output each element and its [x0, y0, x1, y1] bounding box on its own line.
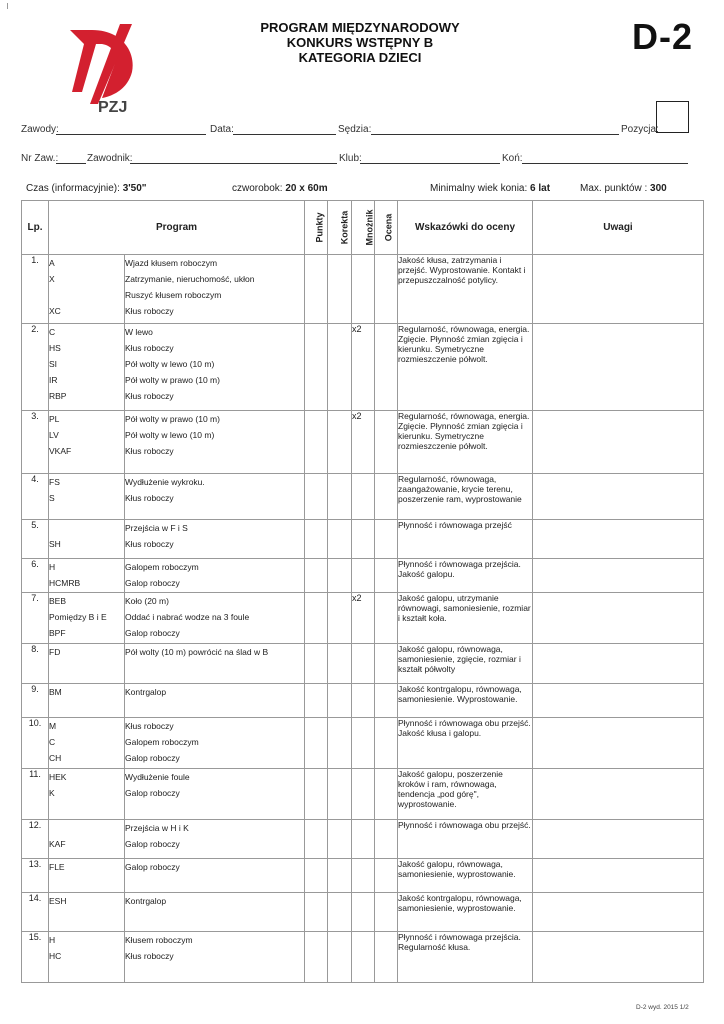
- zawody-label: Zawody:: [21, 124, 59, 135]
- table-row: [22, 859, 704, 893]
- wskazowki-cell: Płynność i równowaga przejścia. Regularność kłusa.: [398, 932, 533, 983]
- col-uwagi: Uwagi: [533, 201, 704, 255]
- letter-item: BPF: [49, 628, 66, 638]
- movement-letters: [49, 411, 125, 474]
- program-item: Pół wolty w prawo (10 m): [125, 414, 220, 424]
- letter-item: K: [49, 788, 55, 798]
- table-row: [22, 559, 704, 593]
- table-row: [22, 718, 704, 769]
- row-number: 11.: [22, 769, 49, 820]
- punkty-cell[interactable]: [305, 932, 328, 983]
- table-row: [22, 932, 704, 983]
- row-number: 14.: [22, 893, 49, 932]
- movement-program: [125, 893, 305, 932]
- punkty-cell[interactable]: [305, 718, 328, 769]
- letter-item: RBP: [49, 391, 67, 401]
- punkty-cell[interactable]: [305, 644, 328, 684]
- program-item: Pół wolty w lewo (10 m): [125, 430, 215, 440]
- program-item: Koło (20 m): [125, 596, 169, 606]
- uwagi-cell[interactable]: [533, 684, 704, 718]
- mnoznik-cell: [352, 859, 375, 893]
- wskazowki-cell: Jakość kontrgalopu, równowaga, samoniesienie. Wyprostowanie.: [398, 684, 533, 718]
- row-number: 3.: [22, 411, 49, 474]
- ocena-cell[interactable]: [375, 893, 398, 932]
- korekta-cell[interactable]: [328, 932, 352, 983]
- letter-item: IR: [49, 375, 58, 385]
- mnoznik-cell: [352, 893, 375, 932]
- wskazowki-cell: Jakość galopu, równowaga, samoniesienie, zgięcie, rozmiar i kształt półwolty: [398, 644, 533, 684]
- uwagi-cell[interactable]: [533, 893, 704, 932]
- letter-item: FS: [49, 477, 60, 487]
- movement-letters: [49, 893, 125, 932]
- logo-text: PZJ: [98, 99, 128, 114]
- kon-label: Koń:: [502, 153, 523, 164]
- document-title: [230, 20, 490, 65]
- mnoznik-cell: [352, 769, 375, 820]
- letter-item: [49, 820, 124, 836]
- table-row: [22, 324, 704, 411]
- punkty-cell[interactable]: [305, 411, 328, 474]
- korekta-cell[interactable]: [328, 593, 352, 644]
- ocena-cell[interactable]: [375, 718, 398, 769]
- czworobok-info: czworobok: 20 x 60m: [232, 183, 328, 194]
- ocena-cell[interactable]: [375, 820, 398, 859]
- data-field[interactable]: [233, 134, 336, 135]
- letter-item: Pomiędzy B i E: [49, 612, 107, 622]
- movement-letters: [49, 593, 125, 644]
- row-number: 13.: [22, 859, 49, 893]
- uwagi-cell[interactable]: [533, 520, 704, 559]
- movement-letters: [49, 932, 125, 983]
- movement-program: [125, 520, 305, 559]
- table-row: [22, 769, 704, 820]
- letter-item: PL: [49, 414, 60, 424]
- korekta-cell[interactable]: [328, 520, 352, 559]
- movement-letters: [49, 859, 125, 893]
- corner-tick: [7, 3, 8, 9]
- movement-program: [125, 769, 305, 820]
- movement-letters: [49, 820, 125, 859]
- wskazowki-cell: Płynność i równowaga przejść: [398, 520, 533, 559]
- program-item: Kontrgalop: [125, 687, 167, 697]
- letter-item: ESH: [49, 896, 67, 906]
- movement-program: [125, 324, 305, 411]
- movement-letters: [49, 718, 125, 769]
- movement-program: [125, 559, 305, 593]
- program-item: Kłus roboczy: [125, 721, 174, 731]
- program-item: Kłus roboczy: [125, 951, 174, 961]
- table-row: [22, 593, 704, 644]
- ocena-cell[interactable]: [375, 559, 398, 593]
- uwagi-cell[interactable]: [533, 559, 704, 593]
- movement-program: [125, 820, 305, 859]
- wskazowki-cell: Regularność, równowaga, energia. Zgięcie. Płynność zmian zgięcia i kierunku. Symetryczne rozmieszczenie półwolt.: [398, 324, 533, 411]
- ocena-cell[interactable]: [375, 932, 398, 983]
- program-item: Kłusem roboczym: [125, 935, 193, 945]
- korekta-cell[interactable]: [328, 324, 352, 411]
- program-item: Wydłużenie foule: [125, 772, 190, 782]
- uwagi-cell[interactable]: [533, 474, 704, 520]
- uwagi-cell[interactable]: [533, 593, 704, 644]
- letter-item: HS: [49, 343, 61, 353]
- letter-item: A: [49, 258, 55, 268]
- row-number: 6.: [22, 559, 49, 593]
- table-row: [22, 474, 704, 520]
- movement-letters: [49, 255, 125, 324]
- uwagi-cell[interactable]: [533, 324, 704, 411]
- mnoznik-cell: [352, 474, 375, 520]
- program-item: Kłus roboczy: [125, 391, 174, 401]
- movement-program: [125, 411, 305, 474]
- movement-program: [125, 255, 305, 324]
- col-wskazowki: Wskazówki do oceny: [398, 201, 533, 255]
- row-number: 10.: [22, 718, 49, 769]
- letter-item: HEK: [49, 772, 67, 782]
- letter-item: CH: [49, 753, 62, 763]
- punkty-cell[interactable]: [305, 859, 328, 893]
- wskazowki-cell: Płynność i równowaga obu przejść. Jakość kłusa i galopu.: [398, 718, 533, 769]
- wskazowki-cell: Płynność i równowaga obu przejść.: [398, 820, 533, 859]
- punkty-cell[interactable]: [305, 520, 328, 559]
- program-item: Kontrgalop: [125, 896, 167, 906]
- program-item: Galop roboczy: [125, 788, 180, 798]
- table-row: [22, 520, 704, 559]
- korekta-cell[interactable]: [328, 644, 352, 684]
- col-program: Program: [49, 201, 305, 255]
- punkty-cell[interactable]: [305, 255, 328, 324]
- letter-item: LV: [49, 430, 59, 440]
- mnoznik-cell: [352, 255, 375, 324]
- punkty-cell[interactable]: [305, 474, 328, 520]
- mnoznik-cell: [352, 644, 375, 684]
- ocena-cell[interactable]: [375, 644, 398, 684]
- punkty-cell[interactable]: [305, 559, 328, 593]
- pozycja-box[interactable]: [656, 101, 689, 133]
- letter-item: BM: [49, 687, 62, 697]
- program-item: Wjazd kłusem roboczym: [125, 258, 218, 268]
- ocena-cell[interactable]: [375, 520, 398, 559]
- mnoznik-cell: x2: [352, 324, 375, 411]
- letter-item: XC: [49, 306, 61, 316]
- program-item: Kłus roboczy: [125, 306, 174, 316]
- mnoznik-cell: [352, 820, 375, 859]
- sedzia-field[interactable]: [371, 134, 619, 135]
- program-item: Kłus roboczy: [125, 446, 174, 456]
- letter-item: S: [49, 493, 55, 503]
- ocena-cell[interactable]: [375, 859, 398, 893]
- title-line: PROGRAM MIĘDZYNARODOWY: [260, 20, 460, 35]
- uwagi-cell[interactable]: [533, 820, 704, 859]
- korekta-cell[interactable]: [328, 893, 352, 932]
- zawody-field[interactable]: [56, 134, 206, 135]
- punkty-cell[interactable]: [305, 593, 328, 644]
- punkty-cell[interactable]: [305, 324, 328, 411]
- letter-item: [49, 520, 124, 536]
- uwagi-cell[interactable]: [533, 255, 704, 324]
- ocena-cell[interactable]: [375, 324, 398, 411]
- korekta-cell[interactable]: [328, 411, 352, 474]
- footer-edition: D-2 wyd. 2015 1/2: [636, 1004, 689, 1011]
- row-number: 2.: [22, 324, 49, 411]
- letter-item: FLE: [49, 862, 65, 872]
- letter-item: KAF: [49, 839, 66, 849]
- row-number: 12.: [22, 820, 49, 859]
- movement-program: [125, 684, 305, 718]
- letter-item: C: [49, 737, 56, 747]
- nr-zaw-field[interactable]: [56, 163, 86, 164]
- table-row: [22, 820, 704, 859]
- wskazowki-cell: Jakość galopu, poszerzenie kroków i ram, równowaga, tendencja „pod górę", wyprostowanie.: [398, 769, 533, 820]
- ocena-cell[interactable]: [375, 684, 398, 718]
- movement-program: [125, 474, 305, 520]
- col-ocena: Ocena: [375, 201, 398, 255]
- program-item: Oddać i nabrać wodze na 3 foule: [125, 612, 250, 622]
- uwagi-cell[interactable]: [533, 932, 704, 983]
- wskazowki-cell: Jakość galopu, utrzymanie równowagi, samoniesienie, rozmiar i kształt koła.: [398, 593, 533, 644]
- movement-letters: [49, 474, 125, 520]
- score-table: [21, 200, 704, 983]
- klub-field[interactable]: [360, 163, 500, 164]
- movement-letters: [49, 769, 125, 820]
- uwagi-cell[interactable]: [533, 644, 704, 684]
- title-line: KATEGORIA DZIECI: [298, 50, 422, 65]
- korekta-cell[interactable]: [328, 859, 352, 893]
- program-item: Kłus roboczy: [125, 539, 174, 549]
- program-item: Galop roboczy: [125, 839, 180, 849]
- ocena-cell[interactable]: [375, 474, 398, 520]
- mnoznik-cell: [352, 520, 375, 559]
- nr-zaw-label: Nr Zaw.:: [21, 153, 59, 164]
- wiek-info: Minimalny wiek konia: 6 lat: [430, 183, 551, 194]
- letter-item: SH: [49, 539, 61, 549]
- letter-item: [49, 287, 124, 303]
- row-number: 4.: [22, 474, 49, 520]
- movement-letters: [49, 684, 125, 718]
- program-item: Pół wolty (10 m) powrócić na ślad w B: [125, 647, 269, 657]
- korekta-cell[interactable]: [328, 255, 352, 324]
- wskazowki-cell: Regularność, równowaga, zaangażowanie, krycie terenu, poszerzenie ram, wyprostowanie: [398, 474, 533, 520]
- program-item: Przejścia w H i K: [125, 823, 189, 833]
- movement-program: [125, 644, 305, 684]
- table-row: [22, 644, 704, 684]
- kon-field[interactable]: [522, 163, 688, 164]
- punkty-cell[interactable]: [305, 893, 328, 932]
- row-number: 9.: [22, 684, 49, 718]
- col-lp: Lp.: [22, 201, 49, 255]
- movement-letters: [49, 520, 125, 559]
- program-item: Galop roboczy: [125, 862, 180, 872]
- mnoznik-cell: x2: [352, 411, 375, 474]
- wskazowki-cell: Jakość kłusa, zatrzymania i przejść. Wyprostowanie. Kontakt i przepuszczalność potylicy.: [398, 255, 533, 324]
- mnoznik-cell: x2: [352, 593, 375, 644]
- letter-item: BEB: [49, 596, 67, 606]
- program-item: Ruszyć kłusem roboczym: [125, 290, 222, 300]
- program-item: Pół wolty w prawo (10 m): [125, 375, 220, 385]
- program-item: Kłus roboczy: [125, 493, 174, 503]
- punkty-cell[interactable]: [305, 684, 328, 718]
- table-row: [22, 684, 704, 718]
- letter-item: SI: [49, 359, 58, 369]
- max-punkty-info: Max. punktów : 300: [580, 183, 667, 194]
- program-item: Pół wolty w lewo (10 m): [125, 359, 215, 369]
- program-item: Przejścia w F i S: [125, 523, 188, 533]
- letter-item: H: [49, 935, 56, 945]
- letter-item: HC: [49, 951, 62, 961]
- zawodnik-field[interactable]: [130, 163, 337, 164]
- korekta-cell[interactable]: [328, 684, 352, 718]
- table-row: [22, 255, 704, 324]
- test-code: D-2: [632, 16, 694, 57]
- korekta-cell[interactable]: [328, 769, 352, 820]
- czas-info: Czas (informacyjnie): 3'50": [26, 183, 147, 194]
- wskazowki-cell: Płynność i równowaga przejścia. Jakość galopu.: [398, 559, 533, 593]
- letter-item: C: [49, 327, 56, 337]
- col-mnoznik: Mnożnik: [352, 201, 375, 255]
- pozycja-label: Pozycja:: [621, 124, 659, 135]
- mnoznik-cell: [352, 718, 375, 769]
- letter-item: HCMRB: [49, 578, 81, 588]
- movement-program: [125, 859, 305, 893]
- movement-letters: [49, 559, 125, 593]
- sedzia-label: Sędzia:: [338, 124, 372, 135]
- punkty-cell[interactable]: [305, 820, 328, 859]
- letter-item: VKAF: [49, 446, 72, 456]
- wskazowki-cell: Regularność, równowaga, energia. Zgięcie. Płynność zmian zgięcia i kierunku. Symetryczne rozmieszczenie półwolt.: [398, 411, 533, 474]
- movement-program: [125, 718, 305, 769]
- row-number: 15.: [22, 932, 49, 983]
- program-item: W lewo: [125, 327, 153, 337]
- mnoznik-cell: [352, 684, 375, 718]
- movement-program: [125, 932, 305, 983]
- punkty-cell[interactable]: [305, 769, 328, 820]
- wskazowki-cell: Jakość kontrgalopu, równowaga, samoniesienie, wyprostowanie.: [398, 893, 533, 932]
- uwagi-cell[interactable]: [533, 769, 704, 820]
- col-korekta: Korekta: [328, 201, 352, 255]
- row-number: 5.: [22, 520, 49, 559]
- ocena-cell[interactable]: [375, 411, 398, 474]
- movement-letters: [49, 644, 125, 684]
- row-number: 1.: [22, 255, 49, 324]
- data-label: Data:: [210, 124, 234, 135]
- table-row: [22, 893, 704, 932]
- pzj-logo-mark: [62, 22, 142, 114]
- movement-program: [125, 593, 305, 644]
- letter-item: M: [49, 721, 57, 731]
- uwagi-cell[interactable]: [533, 718, 704, 769]
- program-item: Galopem roboczym: [125, 562, 199, 572]
- letter-item: FD: [49, 647, 61, 657]
- uwagi-cell[interactable]: [533, 859, 704, 893]
- movement-letters: [49, 324, 125, 411]
- program-item: Galop roboczy: [125, 628, 180, 638]
- program-item: Wydłużenie wykroku.: [125, 477, 205, 487]
- col-punkty: Punkty: [305, 201, 328, 255]
- korekta-cell[interactable]: [328, 820, 352, 859]
- wskazowki-cell: Jakość galopu, równowaga, samoniesienie, wyprostowanie.: [398, 859, 533, 893]
- korekta-cell[interactable]: [328, 718, 352, 769]
- letter-item: H: [49, 562, 56, 572]
- pzj-logo: [62, 22, 142, 114]
- korekta-cell[interactable]: [328, 559, 352, 593]
- ocena-cell[interactable]: [375, 593, 398, 644]
- uwagi-cell[interactable]: [533, 411, 704, 474]
- zawodnik-label: Zawodnik:: [87, 153, 133, 164]
- program-item: Galop roboczy: [125, 753, 180, 763]
- title-line: KONKURS WSTĘPNY B: [286, 35, 434, 50]
- program-item: Kłus roboczy: [125, 343, 174, 353]
- program-item: Galopem roboczym: [125, 737, 199, 747]
- ocena-cell[interactable]: [375, 769, 398, 820]
- ocena-cell[interactable]: [375, 255, 398, 324]
- row-number: 7.: [22, 593, 49, 644]
- mnoznik-cell: [352, 932, 375, 983]
- letter-item: X: [49, 274, 55, 284]
- program-item: Zatrzymanie, nieruchomość, ukłon: [125, 274, 255, 284]
- program-item: Galop roboczy: [125, 578, 180, 588]
- korekta-cell[interactable]: [328, 474, 352, 520]
- klub-label: Klub:: [339, 153, 362, 164]
- table-row: [22, 411, 704, 474]
- mnoznik-cell: [352, 559, 375, 593]
- row-number: 8.: [22, 644, 49, 684]
